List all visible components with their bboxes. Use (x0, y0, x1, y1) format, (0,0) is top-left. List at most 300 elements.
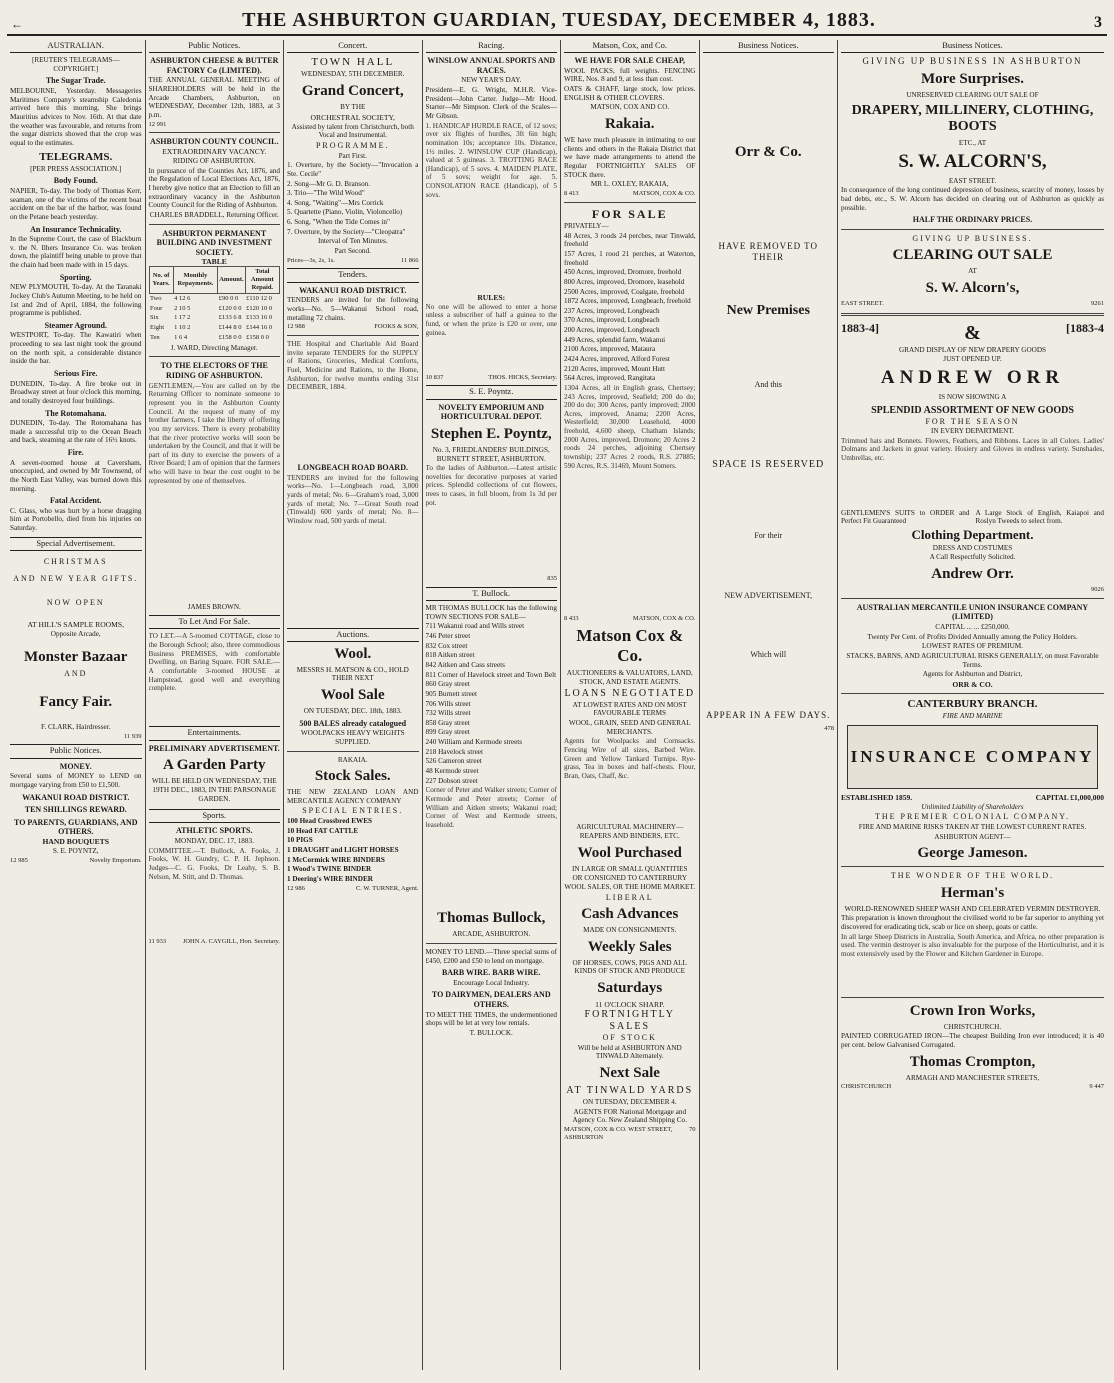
table-row: Six 1 17 2 £133 6 8 £133 16 0 (150, 314, 273, 322)
letter-text: GENTLEMEN,—You are called on by the Returning Officer to nominate someone to represent you in the Ashburton County Council. At the request of many of my brother farmers, I take the liberty of offering you my services. There is every probability that the river protective works will soon be undertaken by the Council, and that it will be part of its duty to exercise the powers of a River Board; I am of opinion that the farmers who will have to bear the cost ought to be represented by one of themselves. (148, 381, 280, 485)
ad-line: NOW OPEN (46, 598, 105, 608)
ad-reference: 11 933 JOHN A. CAYGILL, Hon. Secretary. (148, 937, 280, 945)
entry-item: 1 Deering's WIRE BINDER (287, 874, 373, 883)
ad-subtitle: ON TUESDAY, DECEMBER 4. (582, 1098, 677, 1107)
entry-item: 1 DRAUGHT and LIGHT HORSES (287, 846, 399, 854)
ad-line: Which will (750, 650, 787, 660)
section-item: 818 Aitken street (425, 651, 475, 660)
table-row: Four 2 10 5 £120 0 0 £120 10 0 (150, 304, 273, 312)
ad-title: TO PARENTS, GUARDIANS, AND OTHERS. (14, 817, 138, 837)
ad-headline: Matson Cox & Co. (576, 625, 684, 666)
race-programme: 1. HANDICAP HURDLE RACE, of 12 sovs; over six flights of hurdles, 3ft 6in high; nomination 10s; acceptance 10s. Distance, 1½ miles. 2. WINSLOW CUP (Handicap), valued at 5 guineas. 3. TROTTING RACE (Handicap), of 5 sovs. 4. MAIDEN PLATE, of 5 sovs; weight for age. 5. CONSOLATION RACE (Handicap), of 5 sovs. (425, 121, 557, 199)
ad-subtitle: EXTRAORDINARY VACANCY. (162, 146, 267, 156)
column-australian (7, 40, 146, 1370)
ad-text: ON TUESDAY, DEC. 18th, 1883. (303, 707, 402, 716)
programme-item: 6. Song, "When the Tide Comes in" (287, 218, 390, 227)
ad-headline: George Jameson. (917, 845, 1028, 862)
ad-text: OATS & CHAFF, large stock, low prices. ENGLISH & OTHER CLOVERS. (564, 85, 696, 102)
ad-title: TO DAIRYMEN, DEALERS AND OTHERS. (431, 990, 551, 1010)
ad-line: CAPITAL ... ... £250,000. (935, 622, 1010, 631)
land-item: 450 Acres, improved, Dromore, freehold (564, 268, 682, 277)
section-item: 842 Aitken and Cass streets (425, 660, 505, 669)
ad-title: TO THE ELECTORS OF THE RIDING OF ASHBURTON. (160, 361, 268, 381)
section-item: 227 Dobson street (425, 776, 478, 785)
ad-headline: Weekly Sales (587, 938, 672, 955)
ad-headline: S. W. ALCORN'S, (898, 150, 1047, 172)
ad-headline: Wool Sale (320, 687, 385, 704)
ad-reference: 8 433 MATSON, COX & CO. (564, 614, 696, 622)
ad-line: FOR THE SEASON (925, 416, 1020, 426)
ad-headline: Wool. (334, 645, 372, 662)
ad-subtitle: HALF THE ORDINARY PRICES. (912, 215, 1033, 225)
ad-headline: Cash Advances (581, 906, 679, 923)
ad-line: GIVING UP BUSINESS IN ASHBURTON (862, 56, 1083, 67)
column-heading: Matson, Cox, and Co. (564, 40, 696, 53)
ad-reference: 12 991 (148, 120, 167, 128)
ad-subtitle: AGENTS FOR National Mortgage and Agency Co. New Zealand Shipping Co. (572, 1107, 687, 1125)
ad-subtitle: AT LOWEST RATES AND ON MOST FAVOURABLE TERMS (572, 700, 687, 718)
ad-line: Opposite Arcade, (50, 629, 101, 638)
ad-line: ESTABLISHED 1859. (841, 792, 913, 802)
ad-line: 1883-4] (841, 320, 879, 335)
ad-subtitle: Part First. (338, 151, 367, 160)
ad-subtitle: MR L. OXLEY, RAKAIA, (590, 180, 669, 189)
ad-headline: Grand Concert, (301, 83, 404, 100)
ad-title: MONEY. (59, 761, 92, 771)
section-heading: To Let And For Sale. (149, 615, 281, 629)
ad-subtitle: ARMAGH AND MANCHESTER STREETS, (905, 1073, 1040, 1082)
section-item: 811 Corner of Havelock street and Town Belt (425, 670, 557, 679)
land-item: 370 Acres, improved, Longbeach (564, 316, 660, 325)
ad-headline: Andrew Orr. (931, 565, 1014, 582)
ad-line: APPEAR IN A FEW DAYS. (706, 709, 831, 720)
established-row (841, 793, 1104, 802)
ad-subtitle: WEDNESDAY, 5TH DECEMBER. (301, 70, 405, 79)
ad-subtitle: MADE ON CONSIGNMENTS. (583, 926, 677, 935)
programme-item: 1. Overture, by the Society—"Invocation a Ste. Cecile" (287, 161, 419, 178)
column-heading: Racing. (426, 40, 558, 53)
section-heading: S. E. Poyntz. (426, 385, 558, 399)
ad-headline: More Surprises. (920, 70, 1025, 87)
ad-subtitle: PRIVATELY— (564, 222, 609, 231)
ad-headline: TOWN HALL (311, 56, 395, 69)
ad-line: THE PREMIER COLONIAL COMPANY. (874, 812, 1071, 822)
ad-subtitle: MONDAY, DEC. 17, 1883. (174, 836, 254, 845)
ad-line: RAKAIA. (337, 755, 368, 764)
ad-text: Corner of Peter and Walker streets; Corner of Kermode and Peter streets; Corner of William and Aitken streets; Wakanui road; Corner of West and Kermode streets, leasehold. (425, 786, 557, 829)
section-item: 899 Gray street (425, 728, 470, 737)
ad-text: A Large Stock of English, Kaiapoi and Roslyn Tweeds to select from. (975, 508, 1104, 526)
ad-title: CANTERBURY BRANCH. (907, 697, 1038, 710)
ad-subtitle: PROGRAMME. (315, 141, 390, 151)
ad-line: FORTNIGHTLY SALES (584, 1009, 675, 1033)
ad-subtitle: AUCTIONEERS & VALUATORS, LAND, STOCK, AND ESTATE AGENTS. (566, 669, 693, 687)
ad-line: [1883-4 (1065, 320, 1104, 335)
ad-line: & (964, 321, 981, 344)
ad-signature: J. WARD, Directing Manager. (170, 343, 258, 352)
ad-reference: Prices—3s, 2s, 1s. 11 866 (287, 256, 419, 264)
ad-line: AND (64, 669, 88, 679)
ad-title: TEN SHILLINGS REWARD. (24, 805, 127, 815)
ad-subtitle: CHRISTCHURCH. (943, 1022, 1002, 1031)
insurance-company-logo (847, 725, 1098, 789)
ad-text: TO LET.—A 5-roomed COTTAGE, close to the Borough School; also, three commodious Business PREMISES, with comfortable Dwelling, on Baring Square. FOR SALE.—A comfortable 3-roomed HOUSE at Hampstead, good well and everything complete. (148, 632, 280, 693)
news-item-title: An Insurance Technicality. (30, 224, 122, 234)
ad-headline: Stock Sales. (314, 768, 391, 785)
rules-title: RULES: (477, 292, 506, 302)
ad-line: ETC., AT (958, 139, 987, 148)
land-item: 2100 Acres, improved, Mataura (564, 345, 656, 354)
ad-title: LONGBEACH ROAD BOARD. (297, 462, 408, 472)
table-row: Ten 1 6 4 £158 0 0 £158 0 0 (150, 334, 269, 342)
ad-headline: S. W. Alcorn's, (925, 280, 1020, 297)
ad-subtitle: SPLENDID ASSORTMENT OF NEW GOODS (871, 404, 1074, 416)
column-public-notices (146, 40, 285, 1370)
ad-subtitle: RIDING OF ASHBURTON. (172, 157, 256, 166)
ad-subtitle: ORCHESTRAL SOCIETY, (310, 112, 395, 122)
news-item-title: Serious Fire. (54, 369, 98, 378)
section-item: 905 Burnett street (425, 689, 477, 698)
ad-signature: F. CLARK, Hairdresser. (41, 723, 111, 732)
news-item-title: The Rotomahana. (45, 408, 107, 418)
ad-line: NEW ADVERTISEMENT, (724, 590, 813, 600)
ad-subtitle: OR CONSIGNED TO CANTERBURY WOOL SALES, OR THE HOME MARKET. (564, 874, 696, 891)
ad-reference: EAST STREET. 9261 (841, 300, 1104, 308)
ad-subtitle: SPECIAL ENTRIES. (302, 806, 404, 816)
ad-title: WE HAVE FOR SALE CHEAP, (574, 56, 685, 66)
section-heading: Sports. (149, 809, 281, 823)
masthead (7, 6, 1107, 36)
ad-subtitle: Encourage Local Industry. (453, 978, 530, 987)
ad-title: PRELIMINARY ADVERTISEMENT. (148, 743, 280, 753)
ad-line: HAVE REMOVED TO THEIR (718, 241, 818, 262)
ad-headline: CLEARING OUT SALE (892, 247, 1053, 264)
ad-subtitle: OF HORSES, COWS, PIGS AND ALL KINDS OF STOCK AND PRODUCE (572, 958, 687, 976)
ad-reference: 835 (547, 575, 557, 583)
ad-headline: Thomas Crompton, (909, 1053, 1036, 1070)
news-item-text: DUNEDIN, To-day. A fire broke out in Broadway street at four o'clock this morning, and totally destroyed four buildings. (10, 379, 142, 405)
ad-subtitle: DRESS AND COSTUMES (932, 543, 1013, 552)
ad-text: TO MEET THE TIMES, the undermentioned shops will be let at very low rentals. (425, 1010, 557, 1028)
ad-headline: Stephen E. Poyntz, (430, 425, 552, 442)
land-item: 2120 Acres, improved, Mount Hutt (564, 364, 666, 373)
ad-text: WILL BE HELD ON WEDNESDAY, THE 19TH DEC., 1883, IN THE PARSONAGE GARDEN. (151, 777, 277, 803)
ad-line: AND NEW YEAR GIFTS. (13, 574, 139, 584)
section-item: 858 Gray street (425, 718, 470, 727)
ad-signature: MATSON, COX AND CO. (590, 103, 670, 112)
ad-text: COMMITTEE.—T. Bullock, A. Fooks, J. Fooks, W. H. Gundry, C. P. H. Jephson. Judges—C. G. Fooks, Dr Leahy, S. B. Nelson, M. Stitt, and D. Thomas. (148, 846, 280, 881)
ad-line: LOANS NEGOTIATED (564, 687, 696, 699)
section-item: 832 Cox street (425, 641, 468, 650)
ad-subtitle: WOOL, GRAIN, SEED AND GENERAL MERCHANTS. (568, 719, 691, 736)
ad-line: Interval of Ten Minutes. (317, 237, 388, 246)
news-item-text: NAPIER, To-day. The body of Thomas Kerr, seaman, one of the victims of the recent boat accident on the bar of the harbor, was found on the Petane beach yesterday. (10, 186, 142, 221)
news-item-text: MELBOURNE, Yesterday. Messageries Maritimes Company's steamship Caledonia arrived here this morning. She brings Mauritius advices to Nov. 16th. At that date the weather was favourable, and returns from the sugar districts showed that the crop was equal to the estimates. (10, 87, 142, 147)
section-heading: Entertainments. (149, 726, 281, 740)
ad-text: PAINTED CORRUGATED IRON—The cheapest Building Iron ever introduced; it is 40 per cent. below Galvanised Corrugated. (841, 1032, 1104, 1050)
ad-reference: 12 986 C. W. TURNER, Agent. (287, 884, 419, 892)
ad-subtitle: WORLD-RENOWNED SHEEP WASH AND CELEBRATED VERMIN DESTROYER. (844, 904, 1101, 913)
ad-text: WE have much pleasure in intimating to our clients and others in the Rakaia District that we have made arrangements to attend the Regular FORTNIGHTLY SALES OF STOCK there. (564, 135, 696, 179)
ad-reference: CHRISTCHURCH 9 447 (841, 1083, 1104, 1091)
ad-title: ATHLETIC SPORTS. (176, 826, 253, 836)
ad-subtitle: IN EVERY DEPARTMENT. (931, 427, 1014, 436)
news-item-text: NEW PLYMOUTH, To-day. At the Taranaki Jockey Club's Autumn Meeting, to be held on 1st and 2nd of April, 1884, the following programme is published. (10, 283, 142, 318)
column-heading: Public Notices. (149, 40, 281, 53)
ad-text: GENTLEMEN'S SUITS to ORDER and Perfect Fit Guaranteed (841, 508, 970, 526)
ad-headline: Clothing Department. (911, 527, 1034, 543)
ad-signature: S. E. POYNTZ, (52, 847, 99, 855)
column-business-notices (838, 40, 1107, 1370)
column-matson (561, 40, 700, 1370)
ad-text: In all large Sheep Districts in Australia, South America, and Africa, no other preparation is used. The vermin destroyer is also invaluable for the purpose of the Horticulturist, and it is most extensively used by the Flower and Kitchen Gardener in Europe. (841, 932, 1104, 959)
ad-headline: Thomas Bullock, (437, 910, 546, 927)
section-item: 860 Gray street (425, 680, 470, 689)
column-concert (284, 40, 423, 1370)
ad-line: LIBERAL (605, 892, 654, 902)
entry-item: 1 Wood's TWINE BINDER (287, 865, 372, 874)
ad-text: President—E. G. Wright, M.H.R. Vice-President—John Carter. Judge—Mr Hood. Starter—Mr Simpson. Clerk of the Scales—Mr Gibson. (425, 86, 557, 120)
ad-line: CAPITAL £1,000,000 (1035, 792, 1104, 802)
ad-line: CHRISTMAS (43, 556, 108, 566)
ad-headline: SPACE IS RESERVED (712, 459, 825, 471)
land-item: 1872 Acres, improved, Longbeach, freehold (564, 297, 691, 306)
ad-text: In pursuance of the Counties Act, 1876, and the Regulation of Local Elections Act, 1876, I hereby give notice that an Election to fill an extraordinary vacancy in the Ashburton County Council for the Riding of Ashburton. (148, 166, 280, 210)
ad-line: FIRE AND MARINE (942, 712, 1003, 721)
columns (7, 40, 1107, 1370)
newspaper-title: THE ASHBURTON GUARDIAN, TUESDAY, DECEMBER 4, 1883. (242, 9, 876, 31)
column-heading: Business Notices. (841, 40, 1104, 53)
ad-reference: 8 413 MATSON, COX & CO. (564, 189, 696, 197)
ad-text: THE NEW ZEALAND LOAN AND MERCANTILE AGENCY COMPANY (287, 788, 419, 805)
ad-line: STACKS, BARNS, AND AGRICULTURAL RISKS GENERALLY, on most Favorable Terms. (846, 651, 1099, 669)
ad-headline: ANDREW ORR (880, 367, 1065, 389)
ad-title: AUSTRALIAN MERCANTILE UNION INSURANCE COMPANY (LIMITED) (856, 602, 1089, 622)
entry-item: 10 Head FAT CATTLE (287, 826, 359, 835)
table-title: TABLE (201, 257, 227, 267)
section-item: 706 Wills street (425, 699, 471, 708)
land-item: 2500 Acres, improved, Coalgate, freehold (564, 287, 685, 296)
ad-line: And this (754, 379, 782, 389)
ad-headline: DRAPERY, MILLINERY, CLOTHING, BOOTS (851, 102, 1094, 135)
ad-line: FIRE AND MARINE RISKS TAKEN AT THE LOWEST CURRENT RATES. (858, 822, 1087, 831)
orr-advertisement (703, 143, 835, 732)
programme-item: 7. Overture, by the Society—"Cleopatra" (287, 227, 406, 236)
section-item: 711 Wakanui road and Wills street (425, 622, 525, 631)
programme-item: 3. Trio—"The Wild Wood" (287, 189, 365, 198)
copyright-notice: [REUTER'S TELEGRAMS—COPYRIGHT.] (31, 56, 120, 73)
ad-headline: Herman's (940, 884, 1005, 901)
ad-reference: 12 988 FOOKS & SON, (287, 323, 419, 331)
ad-reference: 9026 (1091, 585, 1104, 593)
entry-item: 10 PIGS (287, 836, 313, 845)
column-racing (423, 40, 562, 1370)
rules-text: No one will be allowed to enter a horse unless a subscriber of half a guinea to the fund, or when the prize is £20 or over, one guinea. (425, 302, 557, 337)
ad-line: 500 BALES already catalogued (299, 718, 407, 728)
ad-line: Twenty Per Cent. of Profits Divided Annually among the Policy Holders. (867, 632, 1078, 641)
section-heading: Special Advertisement. (10, 537, 142, 551)
ad-title: BARB WIRE. BARB WIRE. (441, 968, 541, 978)
news-item-title: Body Found. (53, 176, 98, 186)
ad-text: TENDERS are invited for the following works—No. 5—Wakanui School road, metalling 72 chains. (287, 296, 419, 322)
ad-subtitle: GRAND DISPLAY OF NEW DRAPERY GOODS (898, 345, 1047, 354)
ad-line: ORR & CO. (952, 679, 993, 689)
ad-title: WAKANUI ROAD DISTRICT. (299, 285, 407, 295)
ad-signature: CHARLES BRADDELL, Returning Officer. (149, 210, 279, 219)
ad-headline: Next Sale (599, 1065, 660, 1082)
ad-text: WOOLPACKS HEAVY WEIGHTS SUPPLIED. (300, 729, 405, 746)
news-item-text: WESTPORT, To-day. The Kawatiri when proceeding to sea last night took the ground on the north spit, a considerable distance inside the bar. (10, 331, 142, 366)
ad-text: TENDERS are invited for the following works—No. 1—Longbeach road, 3,000 yards of metal; No. 6—Graham's road, 3,000 yards of metal; No. 7—Great South road (Tinwald) 600 yards of metal; No. 8—Winslow road, 500 yards of metal. (287, 473, 419, 525)
ad-reference: 12 985 Novelty Emporium. (10, 856, 142, 864)
land-item: 237 Acres, improved, Longbeach (564, 306, 660, 315)
ad-reference: 11 939 (123, 732, 142, 740)
ad-subtitle: Will be held at ASHBURTON AND TINWALD Alternately. (577, 1043, 682, 1061)
news-item-title: Sporting. (59, 272, 92, 282)
column-orr-co (700, 40, 839, 1370)
ad-line: LOWEST RATES OF PREMIUM. (922, 642, 1023, 651)
ad-line: Unlimited Liability of Shareholders (921, 802, 1024, 811)
ad-text: This preparation is known throughout the civilised world to be far superior to anything yet discovered for eradicating tick, scab or lice on sheep, goats or cattle. (841, 914, 1104, 932)
ad-headline: Wool Purchased (577, 844, 682, 861)
ad-text: MESSRS H. MATSON & CO., HOLD THEIR NEXT (296, 665, 409, 683)
news-item-text: [PER PRESS ASSOCIATION.] (30, 164, 122, 173)
ad-title: NOVELTY EMPORIUM AND HORTICULTURAL DEPOT. (438, 402, 545, 422)
clothing-notes (841, 508, 1104, 527)
section-item: 218 Havelock street (425, 747, 483, 756)
ad-headline: A Garden Party (163, 757, 266, 774)
ad-headline: Fancy Fair. (39, 694, 113, 711)
table-header-row: No. of Years. Monthly Repayments. Amount. Total Amount Repaid. (149, 267, 280, 293)
land-item: 2424 Acres, improved, Alford Forest (564, 354, 670, 363)
ad-subtitle: ARCADE, ASHBURTON. (452, 930, 531, 939)
ad-subtitle: AGRICULTURAL MACHINERY—REAPERS AND BINDERS, ETC. (576, 823, 684, 840)
ad-subtitle: IN LARGE OR SMALL QUANTITIES (571, 864, 688, 873)
ad-title: ASHBURTON COUNTY COUNCIL. (150, 137, 279, 147)
column-heading: Business Notices. (703, 40, 835, 53)
ad-line: AT TINWALD YARDS (566, 1085, 694, 1097)
section-heading: T. Bullock. (426, 587, 558, 601)
orr-display-header (841, 321, 1104, 345)
section-item: 732 Wills street (425, 709, 471, 718)
section-item: 240 William and Kermode streets (425, 738, 523, 747)
section-heading: Auctions. (287, 628, 419, 642)
programme-item: 2. Song—Mr G. D. Branson. (287, 179, 371, 188)
land-item: 157 Acres, 1 rood 21 perches, at Waterton, freehold (564, 249, 696, 267)
news-item-text: In the Supreme Court, the case of Blackburn v. the N. Ilhers Insurance Co. was broken down, the plaintiff being unable to prove that the chain had been made with in 15 days. (10, 235, 142, 270)
section-item: 526 Cameron street (425, 757, 482, 766)
repayment-table (149, 266, 281, 342)
ad-reference: MATSON, COX & CO. WEST STREET, ASHBURTON 70 (564, 1125, 696, 1141)
ad-line: 11 O'CLOCK SHARP. (595, 1000, 665, 1010)
masthead-mark: ← (11, 17, 24, 31)
news-item-title: Fatal Accident. (49, 496, 102, 506)
land-item: 48 Acres, 3 roods 24 perches, near Tinwald, freehold (564, 231, 696, 249)
land-item: 200 Acres, improved, Longbeach (564, 326, 660, 335)
column-heading: AUSTRALIAN. (10, 40, 142, 53)
insurance-logo-text: INSURANCE COMPANY (850, 746, 1095, 766)
ad-headline: Rakaia. (604, 115, 655, 132)
page-number: 3 (1094, 14, 1103, 31)
ad-headline: FOR SALE (591, 206, 668, 221)
newspaper-page (7, 6, 1107, 1371)
ad-headline: New Premises (726, 302, 810, 318)
programme-item: 5. Quartette (Piano, Violin, Violoncello) (287, 208, 403, 217)
section-title: TELEGRAMS. (39, 150, 113, 163)
ad-line: GIVING UP BUSINESS. (912, 233, 1033, 243)
ad-subtitle: A Call Respectfully Solicited. (929, 553, 1016, 562)
ad-title: ASHBURTON PERMANENT BUILDING AND INVESTMENT SOCIETY. (156, 228, 272, 257)
ad-text: Assisted by talent from Christchurch, both Vocal and Instrumental. (291, 122, 414, 140)
programme-item: 4. Song, "Waiting"—Mrs Corrick (287, 198, 384, 207)
ad-title: HAND BOUQUETS (42, 836, 109, 846)
news-item-title: Fire. (67, 448, 84, 458)
ad-text: 1304 Acres, all in English grass, Chertsey; 243 Acres, improved, Seafield; 200 do do; 200 do do; 300 Acres, partly improved; 2000 Acres, improved, Anama; 2200 Acres, Westerfield; 30,000 Leasehold, 4000 freehold, 4,600 sheep, Chatham Islands; 2000 Acres, improved, Dromore; 20 Acres 2 roods 24 perches, adjoining Chertsey township; 237 Acres 2 roods, R.S. 27885; 590 Acres, R.S. 31469, Mount Somers. (564, 383, 696, 470)
ad-subtitle: IS NOW SHOWING A (938, 392, 1007, 401)
ad-text: THE Hospital and Charitable Aid Board invite separate TENDERS for the SUPPLY of Rations, Groceries, Medical Comforts, Fuel, Medicine and Rations, to the Home, Ashburton, for twelve months ending 31st DECEMBER, 1884. (287, 339, 419, 392)
ad-subtitle: Part Second. (334, 247, 371, 256)
ad-line: For their (754, 531, 783, 541)
ad-headline: Saturdays (597, 980, 663, 997)
ad-line: ASHBURTON AGENT— (934, 832, 1011, 841)
ad-headline: Orr & Co. (734, 144, 802, 161)
ad-title: ASHBURTON CHEESE & BUTTER FACTORY Co (LIMITED). (150, 56, 279, 75)
news-item-text: A seven-roomed house at Caversham, unoccupied, and owned by Mr Townsend, of the North East Valley, was burned down this morning. (10, 458, 142, 493)
ad-title: WINSLOW ANNUAL SPORTS AND RACES. (427, 56, 556, 75)
ad-subtitle: EAST STREET. (948, 176, 997, 185)
ad-text: To the ladies of Ashburton.—Latest artistic novelties for decorative purposes at varied prices. Splendid collections of cut flowers, trees to cases, in full bloom, from 1s 3d per pot. (425, 464, 557, 507)
ad-subtitle: No. 3, FRIEDLANDERS' BUILDINGS, BURNETT STREET, ASHBURTON. (432, 445, 550, 463)
section-item: 48 Kermode street (425, 767, 479, 776)
ad-text: MONEY TO LEND.—Three special sums of £450, £200 and £50 to lend on mortgage. (425, 947, 557, 965)
ad-line: BY THE (340, 103, 366, 112)
news-item-title: The Sugar Trade. (45, 76, 106, 86)
ad-signature: JAMES BROWN. (187, 602, 241, 611)
ad-reference: 10 837 THOS. HICKS, Secretary. (425, 373, 557, 381)
table-row: Two 4 12 6 £90 0 0 £110 12 0 (150, 294, 272, 302)
ad-text: MR THOMAS BULLOCK has the following TOWN SECTIONS FOR SALE— (425, 604, 557, 621)
section-heading: Public Notices. (10, 744, 142, 758)
ad-subtitle: NEW YEAR'S DAY. (461, 76, 522, 85)
news-item-text: C. Glass, who was hurt by a horse dragging him at Portobello, died from his injuries on Saturday. (10, 506, 142, 533)
land-item: 800 Acres, improved, Dromore, leasehold (564, 277, 685, 286)
ad-subtitle: JUST OPENED UP. (943, 355, 1002, 364)
ad-text: Agents for Woolpacks and Cornsacks. Fencing Wire of all sizes, Barbed Wire. Green and Yellow Tankard Turnips. Rye-grass, Tea in boxes and half-chests. Flour, Bran, Oats, Chaff, &c. (564, 737, 696, 780)
news-item-text: DUNEDIN, To-day. The Rotomahana has made a successful trip to the Ocean Beach and back, steaming at the rate of 16½ knots. (10, 419, 142, 445)
ad-line: AT HILL'S SAMPLE ROOMS, (27, 619, 125, 629)
land-item: 449 Acres, splendid farm, Wakanui (564, 335, 666, 344)
ad-text: THE ANNUAL GENERAL MEETING of SHAREHOLDERS will be held in the Arcade Chambers, Ashburton, on WEDNESDAY, December 12th, 1883, at 3 p.m. (148, 76, 280, 119)
ad-headline: Monster Bazaar (24, 649, 128, 666)
ad-headline: Crown Iron Works, (909, 1002, 1036, 1019)
ad-text: WOOL PACKS, full weights. FENCING WIRE, Nos. 8 and 9, at less than cost. (564, 66, 696, 84)
ad-text: Several sums of MONEY to LEND on mortgage varying from £50 to £1,500. (10, 772, 142, 789)
table-row: Eight 1 10 2 £144 8 0 £144 16 0 (150, 324, 273, 332)
column-heading: Concert. (287, 40, 419, 53)
news-item-title: Steamer Aground. (44, 320, 107, 330)
ad-line: AT (968, 267, 977, 276)
ad-text: In consequence of the long continued depression of business, scarcity of money, losses by bad debts, etc., S. W. Alcorn has decided on clearing out of Ashburton as quickly as possible. (841, 186, 1104, 212)
entry-item: 1 McCormick WIRE BINDERS (287, 855, 385, 864)
section-item: 746 Peter street (425, 632, 471, 641)
section-heading: Tenders. (287, 268, 419, 282)
ad-line: OF STOCK (602, 1033, 657, 1043)
land-item: 564 Acres, improved, Rangitata (564, 374, 656, 383)
ad-signature: T. BULLOCK. (469, 1028, 513, 1037)
ad-reference: 478 (824, 724, 834, 732)
ad-text: Trimmed hats and Bonnets. Flowers, Feathers, and Ribbons. Laces in all Colors. Ladies' Dolmans and Jackets in great variety. Hosiery and Gloves in endless variety. Sunshades, Umbrellas, etc. (841, 436, 1104, 463)
ad-line: Agents for Ashburton and District, (922, 670, 1023, 679)
